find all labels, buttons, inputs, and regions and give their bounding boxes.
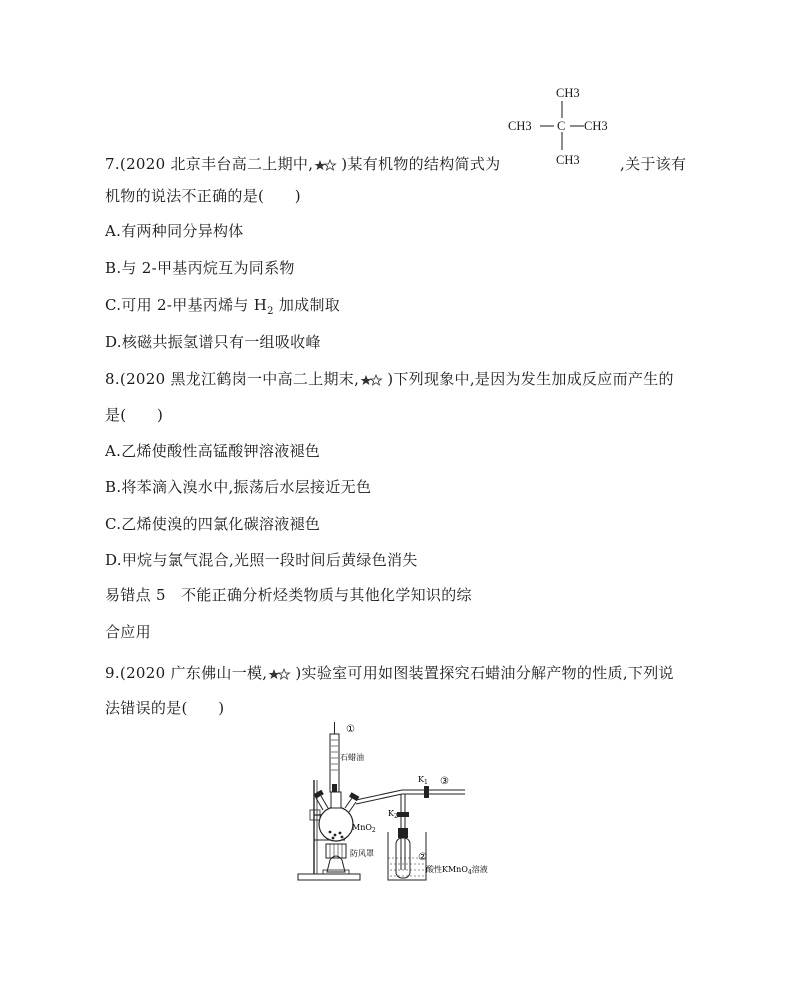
q7-source: 7.(2020 北京丰台高二上期中, (105, 155, 314, 173)
label-1: ① (346, 724, 355, 735)
stand-base (298, 874, 360, 880)
label-k1: $K_1$ (418, 775, 428, 786)
apparatus-diagram (290, 720, 505, 888)
dropping-funnel (330, 734, 339, 792)
label-windshield: 防风罩 (350, 849, 374, 858)
q9-line2: 法错误的是( ) (105, 699, 225, 717)
label-2: ② (418, 852, 427, 863)
structural-formula (508, 86, 618, 170)
q7-option-a: A.有两种同分异构体 (105, 222, 244, 240)
struct-top: CH3 (556, 86, 580, 100)
section-heading-line2: 合应用 (105, 623, 151, 641)
k2-valve (397, 812, 409, 817)
q8-option-b: B.将苯滴入溴水中,振荡后水层接近无色 (105, 478, 372, 496)
q9-line1 (105, 663, 674, 683)
test-tube (396, 838, 410, 878)
difficulty-star-icon (360, 374, 386, 386)
q7-line1-tail: ,关于该有 (620, 155, 687, 173)
struct-bottom: CH3 (556, 153, 580, 167)
q7-option-c (105, 295, 340, 322)
q8-line1 (105, 369, 674, 389)
struct-left: CH3 (508, 119, 532, 133)
q7-option-c-suffix: 加成制取 (273, 296, 341, 314)
q7-line2: 机物的说法不正确的是( ) (105, 187, 301, 205)
q8-option-d: D.甲烷与氯气混合,光照一段时间后黄绿色消失 (105, 551, 418, 569)
struct-center: C (557, 119, 566, 133)
q7-option-c-sub: 2 (267, 306, 274, 317)
q7-option-d: D.核磁共振氢谱只有一组吸收峰 (105, 333, 321, 351)
q9-source: 9.(2020 广东佛山一模, (105, 664, 268, 682)
q7-line1 (105, 154, 500, 174)
k1-valve (424, 786, 429, 798)
q8-source: 8.(2020 黑龙江鹤岗一中高二上期末, (105, 370, 360, 388)
q8-option-c: C.乙烯使溴的四氯化碳溶液褪色 (105, 515, 321, 533)
q7-option-b: B.与 2-甲基丙烷互为同系物 (105, 259, 295, 277)
q9-stem: )实验室可用如图装置探究石蜡油分解产物的性质,下列说 (295, 664, 674, 682)
label-k2: $K_2$ (388, 809, 398, 820)
label-mno2: MnO$_2$ (352, 823, 376, 834)
label-paraffin-oil: 石蜡油 (340, 753, 364, 762)
q8-option-a: A.乙烯使酸性高锰酸钾溶液褪色 (105, 442, 321, 460)
struct-right: CH3 (584, 119, 608, 133)
q8-line2: 是( ) (105, 406, 164, 424)
section-heading-line1: 易错点 5 不能正确分析烃类物质与其他化学知识的综 (105, 586, 472, 604)
q7-stem: )某有机物的结构简式为 (341, 155, 501, 173)
q8-stem: )下列现象中,是因为发生加成反应而产生的 (387, 370, 674, 388)
label-3: ③ (440, 776, 449, 787)
difficulty-star-icon (268, 668, 294, 680)
q7-option-c-text: C.可用 2-甲基丙烯与 H (105, 296, 268, 314)
label-kmno4-solution: 酸性KMnO$_4$溶液 (426, 865, 488, 876)
difficulty-star-icon (314, 159, 340, 171)
